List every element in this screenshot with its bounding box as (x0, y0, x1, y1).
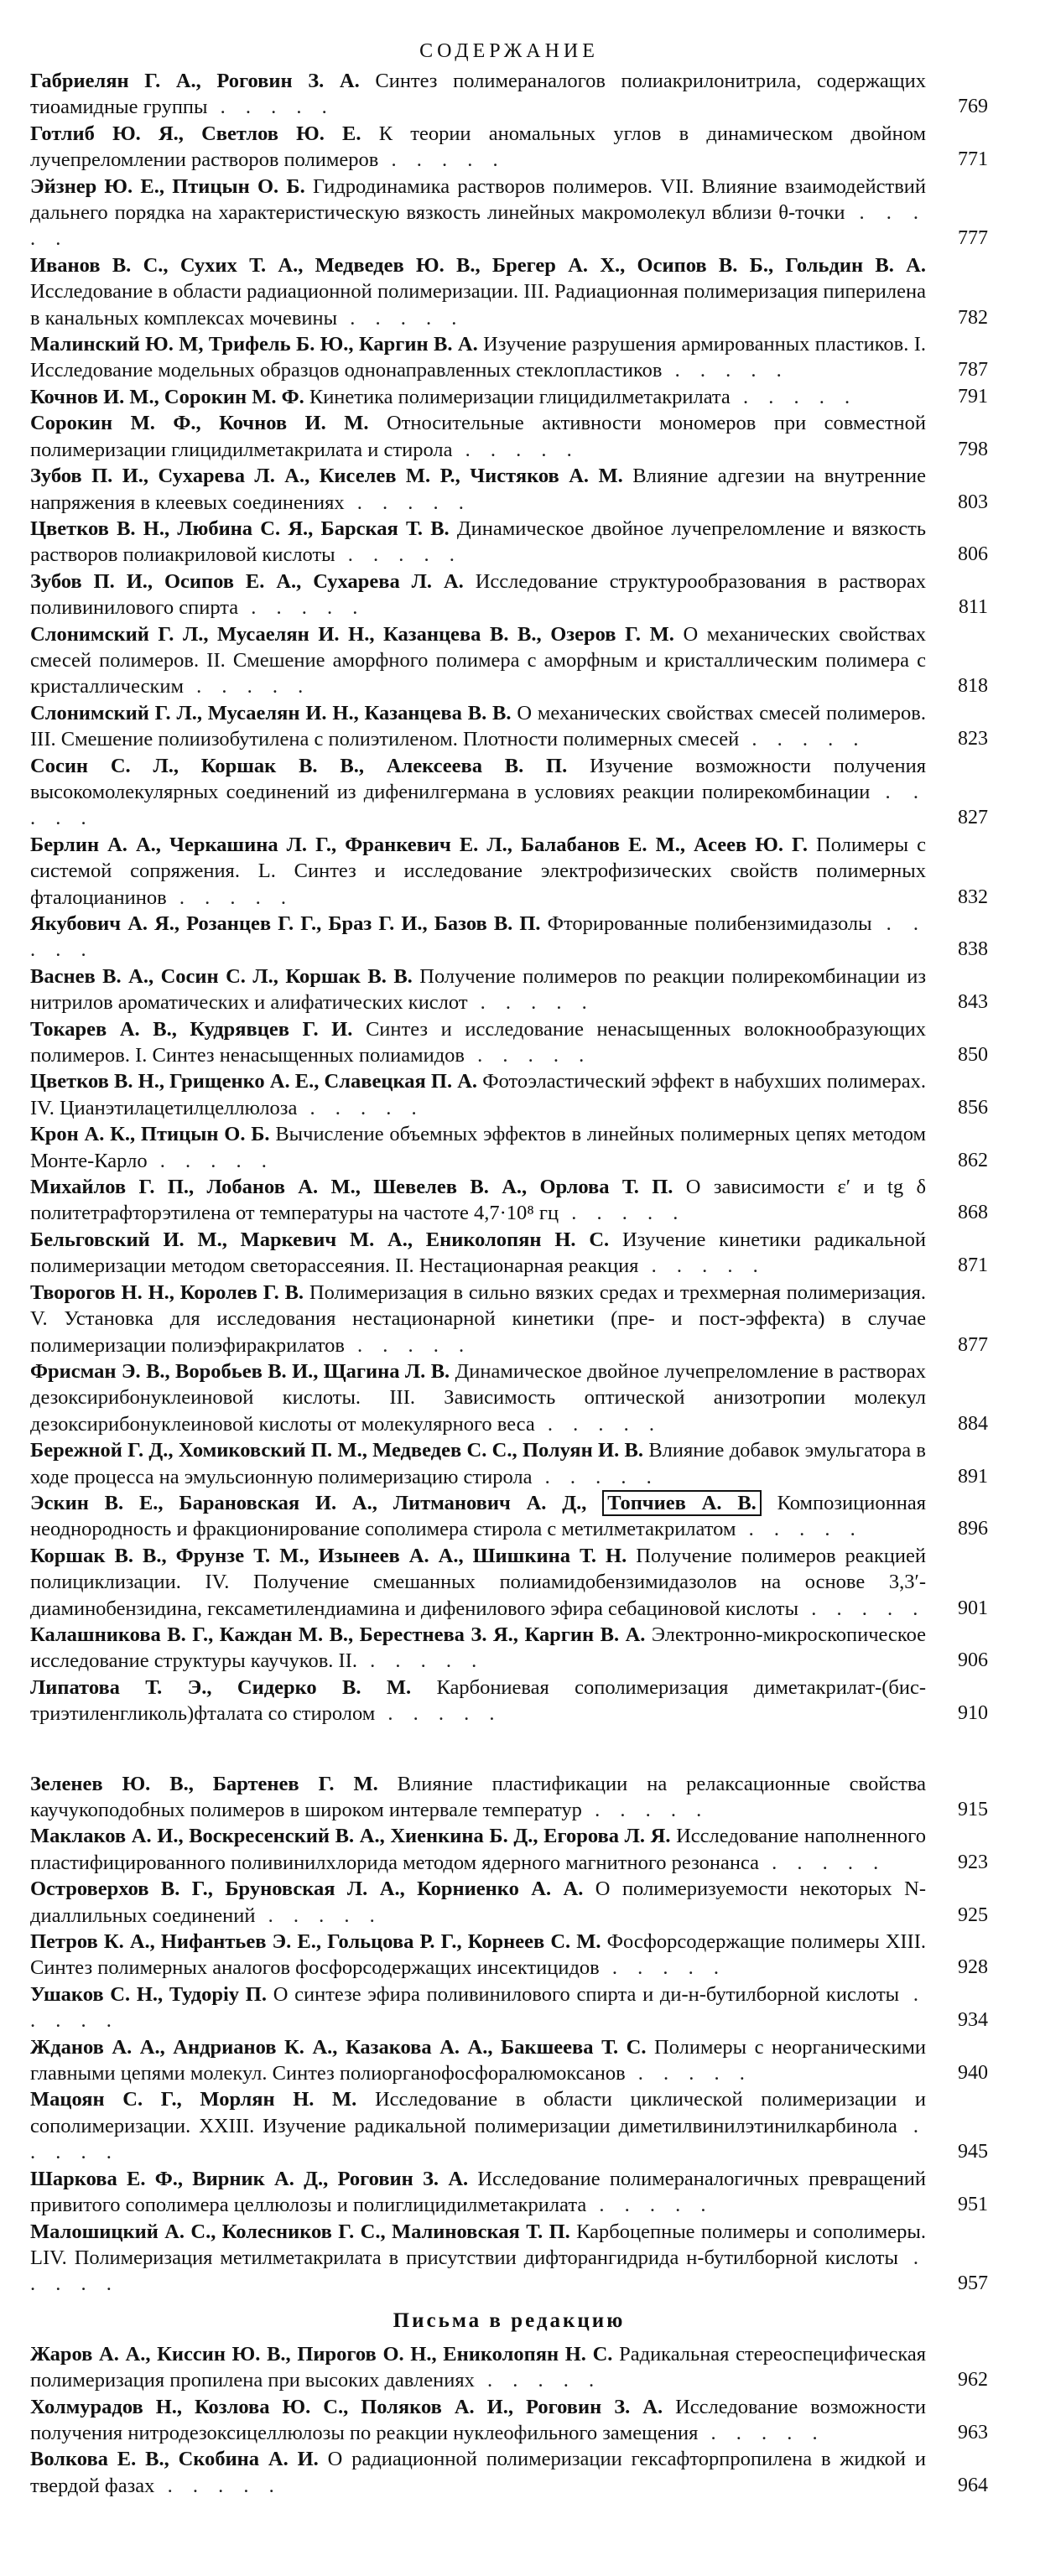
entry-page-number: 964 (958, 2474, 988, 2496)
entry-leader-dots: . . . . . (474, 2369, 602, 2392)
entry-authors: Малошицкий А. С., Колесников Г. С., Малиновская Т. П. (30, 2220, 570, 2243)
toc-entry (30, 516, 988, 569)
entry-title: Полимеры с системой сопряжения. L. Синтез и исследование электрофизических свойств полимерных фталоцианинов (30, 833, 927, 909)
entry-authors: Творогов Н. Н., Королев Г. В. (30, 1280, 304, 1304)
entry-page-number: 798 (958, 438, 988, 460)
entry-leader-dots: . . . . . (30, 912, 926, 962)
entry-page-number: 896 (958, 1518, 988, 1540)
entry-page-number: 827 (958, 807, 988, 829)
toc-entry (30, 252, 988, 331)
toc-entry (30, 569, 988, 621)
entry-title: Электронно-микроскопическое исследование структуры каучуков. II. (30, 1623, 926, 1673)
entry-page-number: 891 (958, 1465, 988, 1488)
entry-page-number: 803 (958, 491, 988, 513)
entry-title: Фторированные полибензимидазолы (540, 912, 872, 935)
column-break (30, 1727, 988, 1771)
entry-leader-dots: . . . . . (759, 1851, 887, 1874)
entry-leader-dots: . . . . . (739, 728, 866, 751)
entry-page-number: 945 (958, 2141, 988, 2163)
entry-page-number: 771 (958, 148, 988, 171)
entry-page-number: 963 (958, 2421, 988, 2444)
entry-title: О радиационной полимеризации гексафторпропилена в жидкой и твердой фазах (30, 2448, 926, 2497)
entry-authors: Шаркова Е. Ф., Вирник А. Д., Роговин З. А. (30, 2167, 469, 2190)
entry-leader-dots: . . . . . (154, 2474, 282, 2497)
entry-title: Радикальная стереоспецифическая полимеризация пропилена при высоких давлениях (30, 2342, 926, 2392)
entry-authors: Коршак В. В., Фрунзе Т. М., Изынеев А. А., Шишкина Т. Н. (30, 1544, 627, 1567)
entry-page-number: 868 (958, 1202, 988, 1224)
toc-entry (30, 1280, 988, 1358)
entry-page-number: 923 (958, 1851, 988, 1873)
entry-leader-dots: . . . . . (166, 886, 294, 909)
toc-entry (30, 410, 988, 463)
toc-entry (30, 1227, 988, 1280)
entry-leader-dots: . . . . . (638, 1254, 766, 1278)
entry-authors: Иванов В. С., Сухих Т. А., Медведев Ю. В., Брегер А. Х., Осипов В. Б., Гольдин В. А. (30, 253, 926, 277)
entry-title: Фосфорсодержащие полимеры XIII. Синтез полимерных аналогов фосфорсодержащих инсектицидов (30, 1930, 926, 1980)
entry-authors: Волкова Е. В., Скобина А. И. (30, 2448, 319, 2471)
toc-entry (30, 1981, 988, 2034)
entry-title: О полимеризуемости некоторых N-диаллильных соединений (30, 1877, 926, 1927)
entry-title: Изучение разрушения армированных пластиков. I. Исследование модельных образцов однонаправленных стеклопластиков (30, 333, 926, 382)
entry-page-number: 787 (958, 359, 988, 382)
entry-title: Изучение кинетики радикальной полимеризации методом светорассеяния. II. Нестационарная реакция (30, 1228, 926, 1278)
entry-authors: Якубович А. Я., Розанцев Г. Г., Браз Г. И., Базов В. П. (30, 912, 541, 935)
entry-page-number: 957 (958, 2272, 988, 2295)
entry-page-number: 925 (958, 1903, 988, 1926)
entry-leader-dots: . . . . . (30, 780, 926, 830)
entry-authors: Слонимский Г. Л., Мусаелян И. Н., Казанцева В. В., Озеров Г. М. (30, 622, 674, 646)
toc-entry (30, 2034, 988, 2087)
toc-entry (30, 1929, 988, 1981)
entry-title: Исследование наполненного пластифицированного поливинилхлорида методом ядерного магнитного резонанса (30, 1825, 926, 1874)
entry-leader-dots: . . . . . (467, 991, 595, 1015)
entry-leader-dots: . . . . . (30, 1982, 926, 2033)
toc-entry (30, 174, 988, 252)
entry-leader-dots: . . . . . (255, 1903, 382, 1927)
entry-authors: Сорокин М. Ф., Кочнов И. М. (30, 412, 369, 435)
entry-authors: Маклаков А. И., Воскресенский В. А., Хиенкина Б. Д., Егорова Л. Я. (30, 1825, 671, 1848)
entry-title: Исследование структурообразования в растворах поливинилового спирта (30, 569, 926, 620)
entry-authors: Бельговский И. М., Маркевич М. А., Ениколопян Н. С. (30, 1228, 610, 1251)
entry-authors: Малинский Ю. М, Трифель Б. Ю., Каргин В. А. (30, 333, 478, 356)
entry-page-number: 934 (958, 2009, 988, 2032)
entry-leader-dots: . . . . . (238, 596, 366, 620)
entry-authors: Бережной Г. Д., Хомиковский П. М., Медведев С. С., Полуян И. В. (30, 1439, 643, 1462)
entry-title: К теории аномальных углов в динамическом двойном лучепреломлении растворов полимеров (30, 122, 926, 172)
toc-entry (30, 2086, 988, 2165)
toc-entry (30, 1490, 988, 1543)
entry-leader-dots: . . . . . (559, 1202, 686, 1225)
toc-entry (30, 121, 988, 174)
entry-authors: Михайлов Г. П., Лобанов А. М., Шевелев В. А., Орлова Т. П. (30, 1176, 673, 1199)
entry-page-number: 928 (958, 1956, 988, 1979)
entry-authors: Эйзнер Ю. Е., Птицын О. Б. (30, 174, 305, 198)
entry-leader-dots: . . . . . (337, 306, 465, 330)
entry-leader-dots: . . . . . (698, 2421, 825, 2444)
entry-authors: Ушаков С. Н., Тудорiу П. (30, 1982, 267, 2006)
entry-leader-dots: . . . . . (464, 1044, 592, 1067)
entry-leader-dots: . . . . . (344, 1333, 472, 1357)
entry-page-number: 856 (958, 1096, 988, 1119)
entry-title: Композиционная неоднородность и фракционирование сополимера стирола с метилметакрилатом (30, 1491, 927, 1541)
toc-entry (30, 1016, 988, 1069)
entry-page-number: 791 (958, 385, 988, 408)
toc-entry (30, 1068, 988, 1121)
entry-page-number: 962 (958, 2369, 988, 2392)
entry-leader-dots: . . . . . (378, 148, 506, 172)
entry-authors: Цветков В. Н., Любина С. Я., Барская Т. В. (30, 517, 450, 540)
entry-title: Полимеризация в сильно вязких средах и трехмерная полимеризация. V. Установка для исследования нестационарной кинетики (пре- и пост-эффекта) в случае полимеризации полиэфиракрилатов (30, 1280, 926, 1357)
entry-page-number: 901 (958, 1597, 988, 1619)
entry-authors: Калашникова В. Г., Кaждан М. В., Берестнева З. Я., Каргин В. А. (30, 1623, 646, 1646)
entry-page-number: 884 (958, 1412, 988, 1435)
entry-authors: Эскин В. Е., Барановская И. А., Литманович А. Д., (30, 1491, 587, 1514)
entry-title: Получение полимеров реакцией полициклизации. IV. Получение смешанных полиамидобензимидазолов на основе 3,3′-диаминобензидина, гексаметилендиамина и дифенилового эфира себациновой кислоты (30, 1544, 926, 1620)
toc-entry (30, 331, 988, 384)
entry-page-number: 823 (958, 728, 988, 750)
toc-entry (30, 911, 988, 963)
toc-entry (30, 1823, 988, 1876)
toc-entry (30, 1771, 988, 1824)
entry-authors: Сосин С. Л., Коршак В. В., Алексеева В. П. (30, 754, 568, 777)
toc-entry (30, 1358, 988, 1437)
entry-authors: Петров К. А., Нифантьев Э. Е., Гольцова Р. Г., Корнеев С. М. (30, 1930, 601, 1954)
entry-title: Изучение возможности получения высокомолекулярных соединений из дифенилгермана в условиях реакции полирекомбинации (30, 754, 926, 803)
entry-title: Синтез и исследование ненасыщенных волокнообразующих полимеров. I. Синтез ненасыщенных полиамидов (30, 1017, 926, 1067)
entry-authors: Васнев В. А., Сосин С. Л., Коршак В. В. (30, 964, 413, 988)
entry-leader-dots: . . . . . (147, 1149, 274, 1172)
entry-leader-dots: . . . . . (532, 1465, 659, 1488)
entry-authors: Кочнов И. М., Сорокин М. Ф. (30, 385, 304, 408)
entry-page-number: 871 (958, 1254, 988, 1277)
entry-leader-dots: . . . . . (581, 1799, 710, 1821)
entry-leader-dots: . . . . . (184, 675, 311, 699)
entry-authors: Жданов А. А., Андрианов К. А., Казакова А. А., Бакшеева Т. С. (30, 2035, 647, 2059)
toc-entry (30, 1174, 988, 1227)
entry-leader-dots: . . . . . (625, 2062, 752, 2085)
page-title: СОДЕРЖАНИЕ (419, 40, 599, 62)
entry-page-number: 777 (958, 227, 988, 250)
entry-leader-dots: . . . . . (599, 1956, 727, 1980)
entry-page-number: 877 (958, 1333, 988, 1356)
entry-boxed-author: Топчиев А. В. (602, 1490, 762, 1516)
toc-entry (30, 463, 988, 516)
toc-entry (30, 1437, 988, 1490)
entry-leader-dots: . . . . . (730, 385, 858, 408)
entry-authors: Мацоян С. Г., Морлян Н. М. (30, 2088, 357, 2111)
entry-page-number: 951 (958, 2194, 988, 2216)
entry-authors: Берлин А. А., Черкашина Л. Г., Франкевич Е. Л., Балабанов Е. М., Асеев Ю. Г. (30, 833, 808, 856)
entry-page-number: 910 (958, 1702, 988, 1725)
entry-page-number: 811 (958, 596, 988, 619)
entry-title: Карбониевая сополимеризация диметакрилат-(бис-триэтиленгликоль)фталата со стиролом (30, 1675, 927, 1726)
entry-page-number: 862 (958, 1149, 988, 1171)
letters-list (30, 2341, 988, 2499)
entry-page-number: 769 (958, 96, 988, 118)
entry-authors: Готлиб Ю. Я., Светлов Ю. Е. (30, 122, 361, 145)
entry-leader-dots: . . . . . (335, 543, 462, 567)
entry-title: Вычисление объемных эффектов в линейных полимерных цепях методом Монте-Карло (30, 1123, 926, 1172)
entry-title: Исследование в области циклической полимеризации и сополимеризации. XXIII. Изучение радикальной полимеризации диметилвинилэтинилкарбинола (30, 2088, 926, 2137)
entry-leader-dots: . . . . . (586, 2194, 714, 2217)
entry-title: Исследование возможности получения нитродезоксицеллюлозы по реакции нуклеофильного замещения (30, 2395, 926, 2444)
entry-page-number: 832 (958, 886, 988, 908)
entry-authors: Зубов П. И., Сухарева Л. А., Киселев М. Р., Чистяков А. М. (30, 465, 623, 488)
entry-authors: Зубов П. И., Осипов Е. А., Сухарева Л. А. (30, 569, 464, 593)
entry-title: Полимеры с неорганическими главными цепями молекул. Синтез полиорганофосфоралюмоксанов (30, 2035, 926, 2085)
entry-authors: Островерхов В. Г., Бруновская Л. А., Корниенко А. А. (30, 1877, 584, 1901)
entry-leader-dots: . . . . . (30, 2246, 926, 2296)
toc-entry (30, 1622, 988, 1675)
entry-leader-dots: . . . . . (375, 1702, 502, 1726)
entry-leader-dots: . . . . . (207, 96, 335, 119)
entry-page-number: 940 (958, 2062, 988, 2085)
entry-page-number: 850 (958, 1044, 988, 1067)
entry-title: Динамическое двойное лучепреломление в растворах дезоксирибонуклеиновой кислоты. III. Зависимость оптической анизотропии молекул дезоксирибонуклеиновой кислоты от молекулярного веса (30, 1359, 926, 1436)
toc-entry (30, 2341, 988, 2394)
entry-title: Относительные активности мономеров при совместной полимеризации глицидилметакрилата и стирола (30, 412, 926, 461)
toc-entry (30, 1876, 988, 1929)
entry-authors: Токарев А. В., Кудрявцев Г. И. (30, 1017, 353, 1041)
entry-page-number: 818 (958, 675, 988, 698)
entry-leader-dots: . . . . . (534, 1412, 662, 1436)
entry-leader-dots: . . . . . (452, 438, 580, 461)
entry-title: Динамическое двойное лучепреломление и вязкость растворов полиакриловой кислоты (30, 517, 926, 567)
toc-entry (30, 700, 988, 753)
entry-leader-dots: . . . . . (344, 491, 471, 514)
entry-authors: Жаров А. А., Киссин Ю. В., Пирогов О. Н., Ениколопян Н. С. (30, 2342, 613, 2366)
toc-entry (30, 621, 988, 700)
entry-title: Гидродинамика растворов полимеров. VII. Влияние взаимодействий дальнего порядка на характеристическую вязкость линейных макромолекул вблизи θ-точки (30, 174, 926, 225)
entry-authors: Цветков В. Н., Грищенко А. Е., Славецкая П. А. (30, 1070, 478, 1093)
entry-leader-dots: . . . . . (297, 1096, 424, 1119)
toc-entry (30, 2446, 988, 2499)
toc-entry (30, 2219, 988, 2298)
entry-leader-dots: . . . . . (662, 359, 789, 382)
entry-title: Синтез полимераналогов полиакрилонитрила, содержащих тиоамидные группы (30, 70, 926, 119)
entry-authors: Слонимский Г. Л., Мусаелян И. Н., Казанцева В. В. (30, 701, 512, 724)
toc-entry (30, 1121, 988, 1174)
entry-authors: Габриелян Г. А., Роговин З. А. (30, 70, 360, 92)
entry-authors: Крон А. К., Птицын О. Б. (30, 1123, 270, 1146)
toc-entry (30, 832, 988, 911)
entry-authors: Зеленев Ю. В., Бартенев Г. М. (30, 1772, 378, 1795)
entry-title: Фотоэластический эффект в набухших полимерах. IV. Цианэтилацетилцеллюлоза (30, 1070, 926, 1119)
entry-leader-dots: . . . . . (736, 1518, 863, 1541)
entry-title: О механических свойствах смесей полимеров. III. Смешение полиизобутилена с полиэтиленом. Плотности полимерных смесей (30, 701, 927, 751)
entry-leader-dots: . . . . . (356, 1649, 485, 1673)
letters-section-title: Письма в редакцию (393, 2309, 626, 2332)
contents-list (30, 68, 988, 2298)
entry-title: Исследование в области радиационной полимеризации. III. Радиационная полимеризация пиперилена в канальных комплексах мочевины (30, 280, 926, 330)
toc-entry (30, 963, 988, 1016)
toc-entry (30, 1675, 988, 1727)
entry-title: Кинетика полимеризации глицидилметакрилата (304, 385, 731, 408)
entry-title: О механических свойствах смесей полимеров. II. Смешение аморфного полимера с аморфным и кристаллическим полимера с кристаллическим (30, 622, 926, 699)
entry-title: Влияние пластификации на релаксационные свойства каучукоподобных полимеров в широком интервале температур (30, 1772, 926, 1821)
entry-authors: Холмурадов Н., Козлова Ю. С., Поляков А. И., Роговин З. А. (30, 2395, 663, 2418)
entry-authors: Фрисман Э. В., Воробьев В. И., Щагина Л. В. (30, 1359, 450, 1383)
entry-leader-dots: . . . . . (30, 201, 926, 251)
toc-entry (30, 384, 988, 410)
entry-title: Влияние добавок эмульгатора в ходе процесса на эмульсионную полимеризацию стирола (30, 1439, 926, 1488)
toc-entry (30, 2166, 988, 2219)
entry-page-number: 806 (958, 543, 988, 566)
entry-page-number: 906 (958, 1649, 988, 1672)
entry-authors: Липатова Т. Э., Сидерко В. М. (30, 1675, 412, 1699)
entry-title: Получение полимеров по реакции полирекомбинации из нитрилов ароматических и алифатических кислот (30, 964, 926, 1015)
entry-title: Исследование полимераналогичных превращений привитого сополимера целлюлозы и полиглицидилметакрилата (30, 2167, 926, 2217)
toc-entry (30, 68, 988, 121)
entry-page-number: 843 (958, 991, 988, 1014)
entry-page-number: 782 (958, 306, 988, 329)
entry-title: О зависимости ε′ и tg δ политетрафторэтилена от температуры на частоте 4,7·10⁸ гц (30, 1176, 926, 1225)
entry-title: Влияние адгезии на внутренние напряжения в клеевых соединениях (30, 465, 927, 514)
entry-page-number: 915 (958, 1799, 988, 1820)
toc-entry (30, 1543, 988, 1622)
toc-entry (30, 2394, 988, 2447)
entry-leader-dots: . . . . . (798, 1597, 926, 1620)
entry-page-number: 838 (958, 938, 988, 961)
entry-title: Карбоцепные полимеры и сополимеры. LIV. Полимеризация метилметакрилата в присутствии дифторангидрида н-бутилборной кислоты (30, 2220, 926, 2269)
entry-title: О синтезе эфира поливинилового спирта и ди-н-бутилборной кислоты (266, 1982, 900, 2006)
entry-leader-dots: . . . . . (30, 2114, 927, 2164)
toc-entry (30, 753, 988, 832)
